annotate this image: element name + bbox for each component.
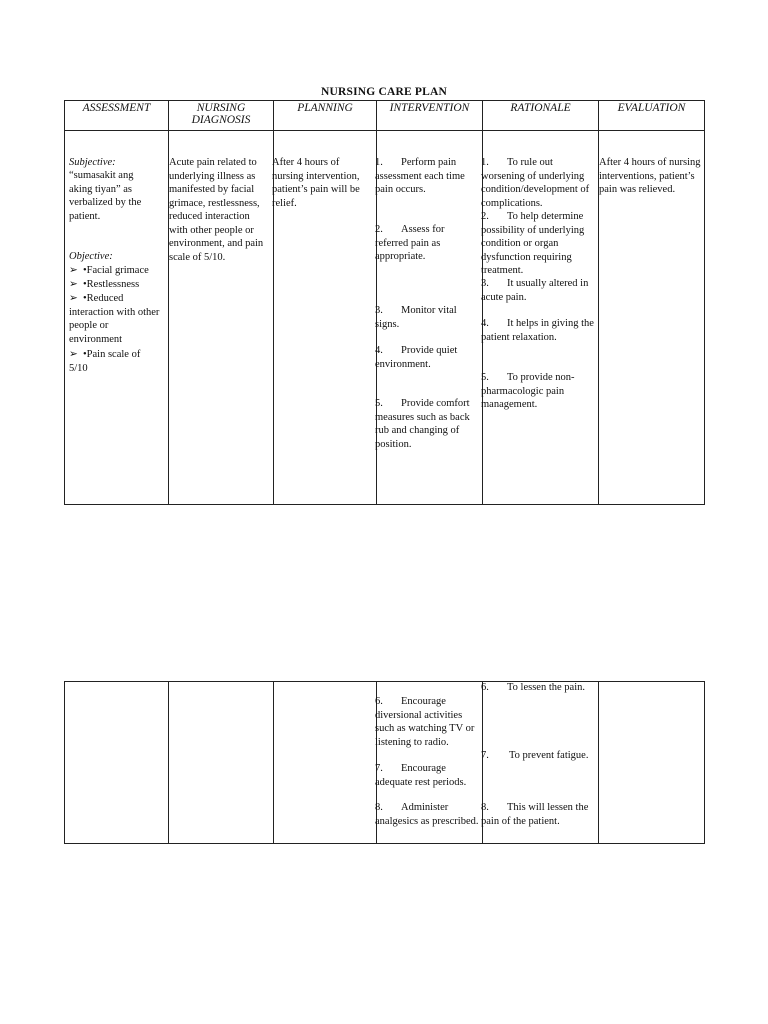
header-assessment: ASSESSMENT	[65, 101, 169, 131]
intervention-item: 1. Perform pain assessment each time pain occurs.	[375, 157, 465, 195]
objective-item: ➢ •Facial grimace	[69, 265, 149, 276]
rationale-item: 2. To help determine possibility of underlying condition or organ dysfunction requiring treatment.	[481, 211, 585, 276]
arrow-icon: ➢	[69, 293, 78, 304]
intervention-item: 5. Provide comfort measures such as back rub and changing of position.	[375, 398, 470, 450]
assessment-cell	[65, 682, 169, 844]
planning-cell	[274, 682, 377, 844]
rationale-item: 1. To rule out worsening of underlying condition/development of complications.	[481, 157, 590, 209]
objective-item: ➢ •Reduced interaction with other people or environment	[69, 293, 160, 345]
rationale-item: 8. This will lessen the pain of the patient.	[481, 802, 589, 827]
arrow-icon: ➢	[69, 349, 78, 360]
intervention-item: 6. Encourage diversional activities such as watching TV or listening to radio.	[375, 696, 475, 748]
intervention-item: 7. Encourage adequate rest periods.	[375, 763, 467, 788]
subjective-label: Subjective:	[69, 157, 116, 168]
intervention-item: 8. Administer analgesics as prescribed.	[375, 802, 479, 827]
evaluation-cell	[599, 682, 705, 844]
rationale-item: 3. It usually altered in acute pain.	[481, 278, 589, 303]
diagnosis-cell	[169, 682, 274, 844]
intervention-item: 4. Provide quiet environment.	[375, 345, 458, 370]
page-title: NURSING CARE PLAN	[320, 86, 448, 98]
header-rationale: RATIONALE	[483, 101, 599, 131]
header-evaluation: EVALUATION	[599, 101, 705, 131]
intervention-item: 2. Assess for referred pain as appropriate.	[375, 224, 445, 262]
header-nursing-diagnosis: NURSING DIAGNOSIS	[169, 101, 274, 131]
objective-item: ➢ •Restlessness	[69, 279, 140, 290]
rationale-item: 6. To lessen the pain.	[481, 682, 585, 693]
planning-text: After 4 hours of nursing intervention, patient’s pain will be relief.	[272, 157, 360, 209]
header-intervention: INTERVENTION	[377, 101, 483, 131]
rationale-item: 4. It helps in giving the patient relaxation.	[481, 318, 594, 343]
rationale-item: 5. To provide non-pharmacologic pain management.	[481, 372, 575, 410]
objective-item: ➢ •Pain scale of 5/10	[69, 349, 141, 374]
diagnosis-text: Acute pain related to underlying illness as manifested by facial grimace, restlessness, reduced interaction with other people or environment, and pain scale of 5/10.	[169, 157, 264, 263]
subjective-text: “sumasakit ang aking tiyan” as verbalized by the patient.	[69, 170, 142, 222]
arrow-icon: ➢	[69, 279, 78, 290]
intervention-item: 3. Monitor vital signs.	[375, 305, 457, 330]
evaluation-text: After 4 hours of nursing interventions, patient’s pain was relieved.	[599, 157, 701, 195]
arrow-icon: ➢	[69, 265, 78, 276]
header-planning: PLANNING	[274, 101, 377, 131]
rationale-item: 7. To prevent fatigue.	[481, 750, 589, 761]
objective-label: Objective:	[69, 251, 113, 262]
